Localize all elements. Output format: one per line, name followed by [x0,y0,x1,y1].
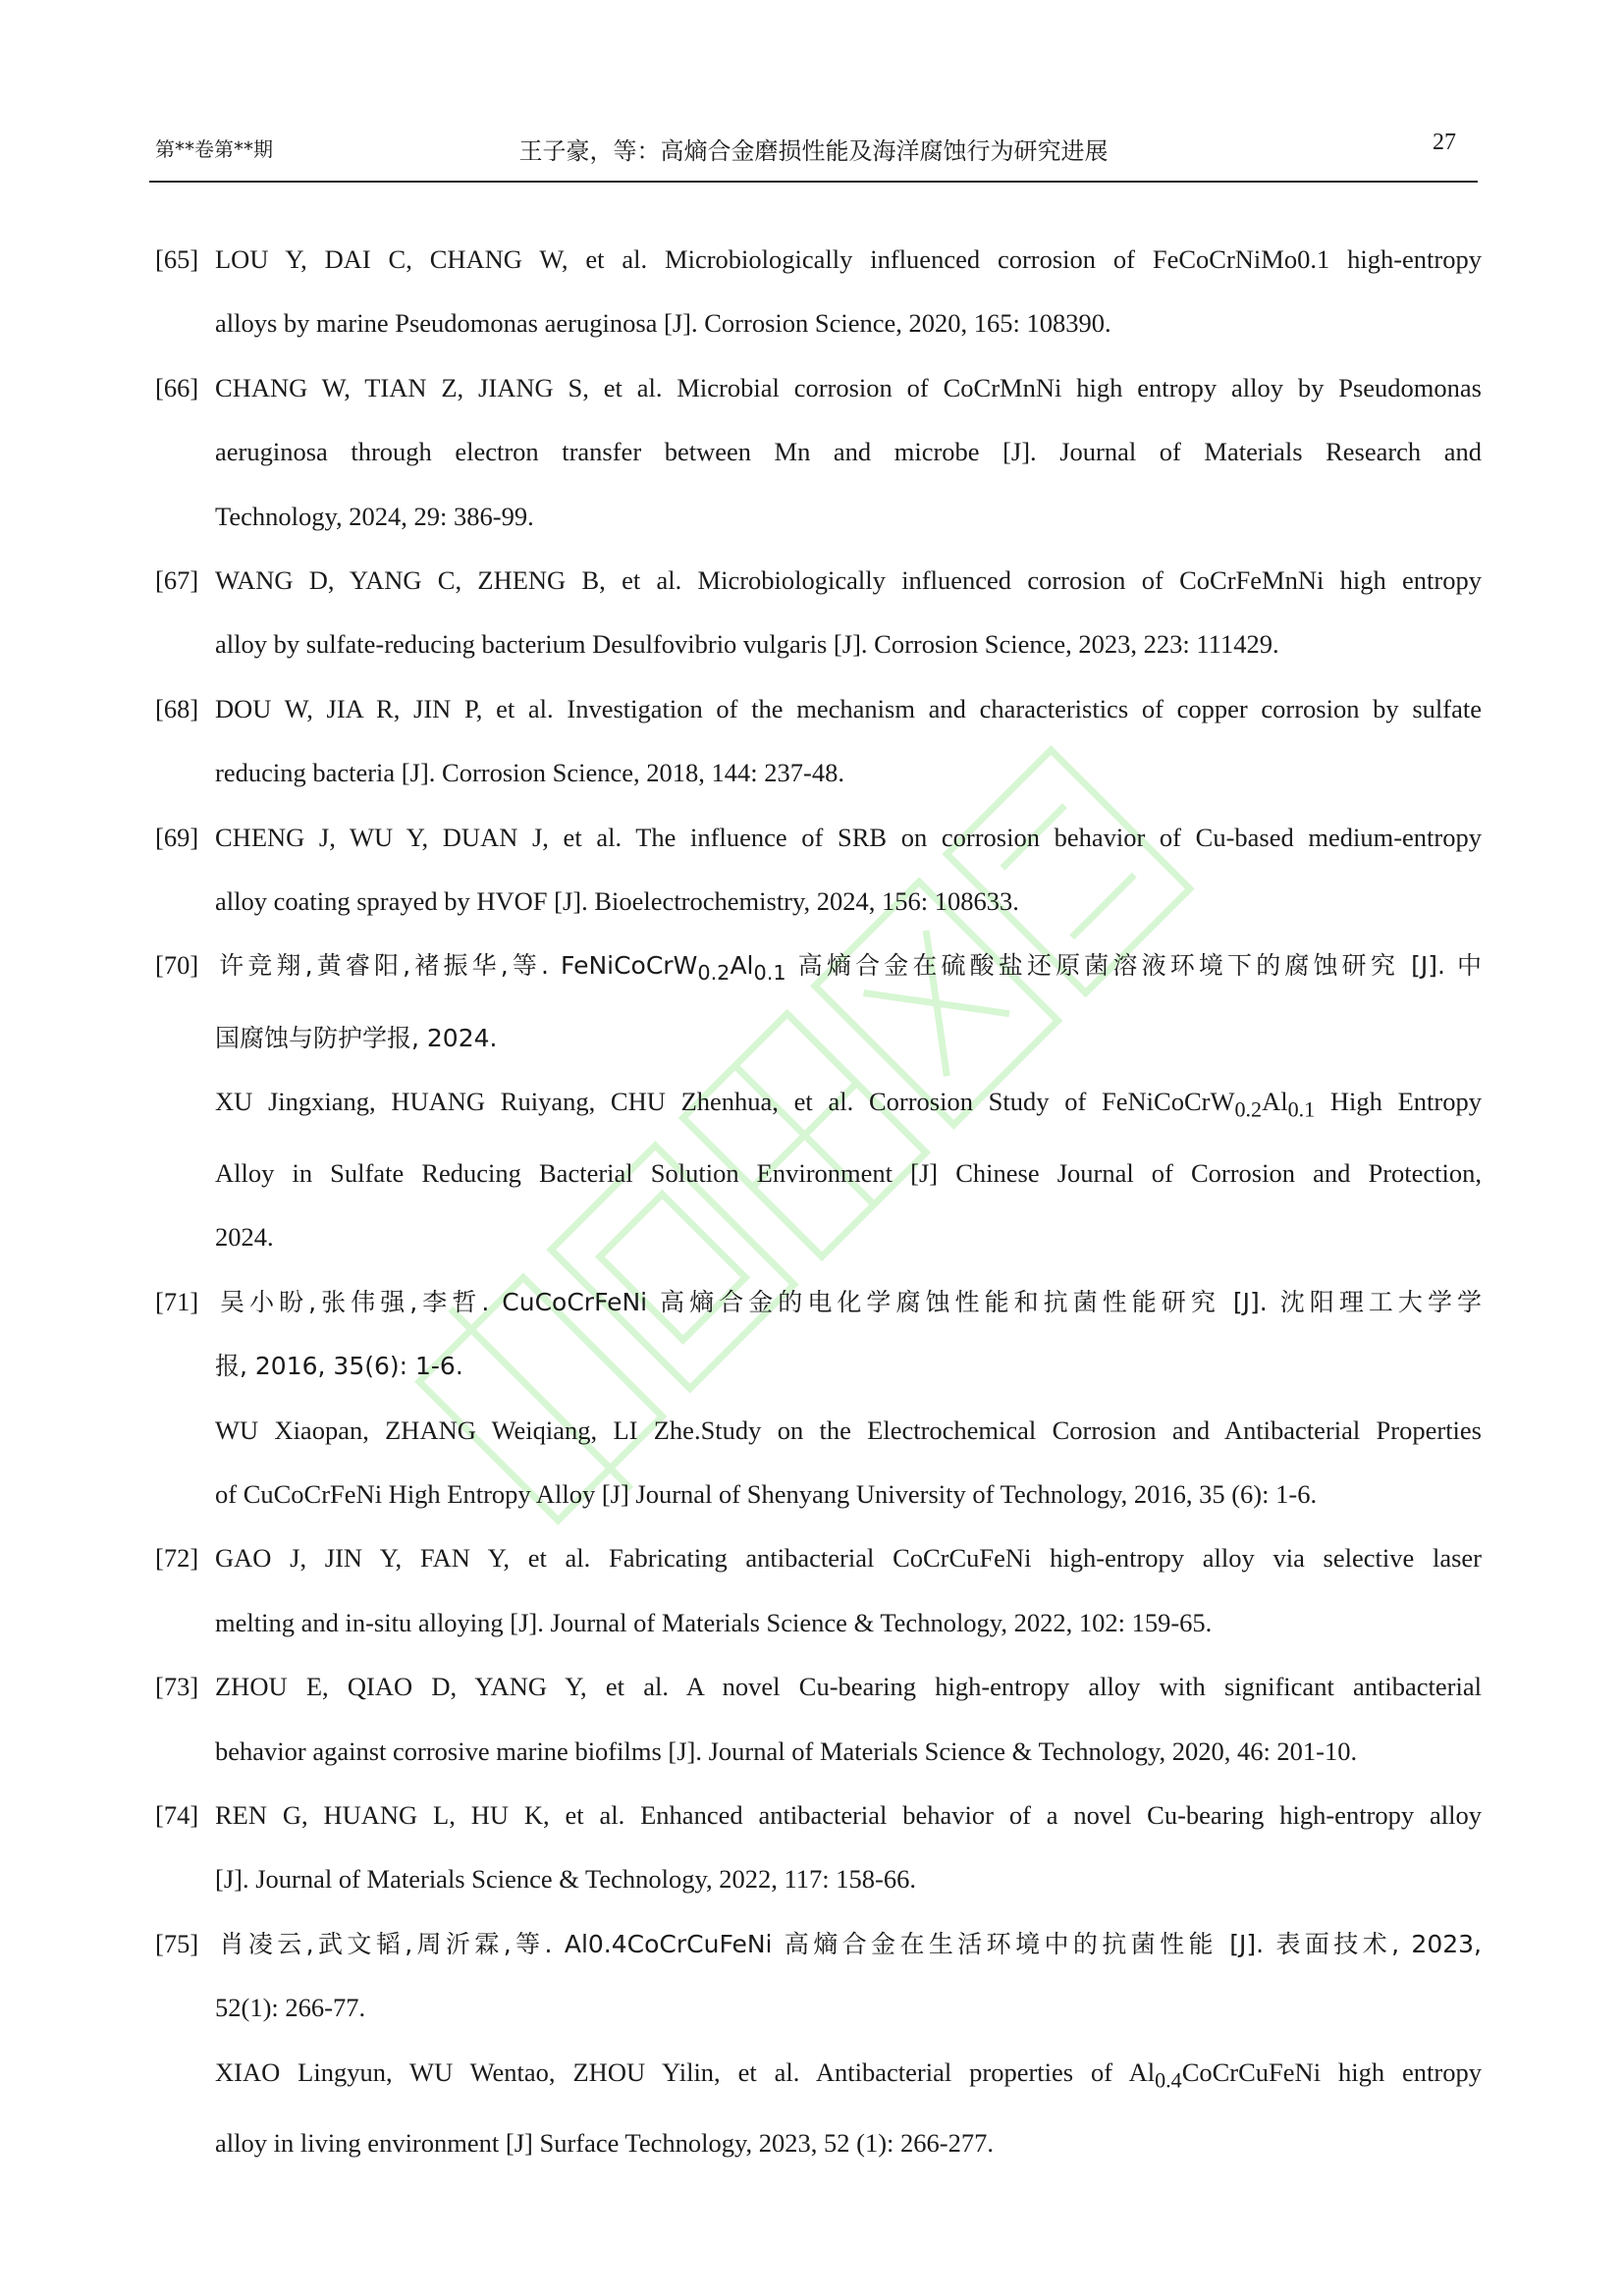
ref-number: [71] [155,1286,199,1316]
ref-text-cn: 肖凌云,武文韬,周沂霖,等. Al0.4CoCrCuFeNi 高熵合金在生活环境中的抗菌性能 [J]. 表面技术, 2023, [215,1929,1482,1958]
reference-67 [155,549,1482,677]
ref-number: [65] [155,244,199,274]
ref-text: alloys by marine Pseudomonas aeruginosa [J]. Corrosion Science, 2020, 165: 108390. [215,308,1111,339]
ref-text: WANG D, YANG C, ZHENG B, et al. Microbiologically influenced corrosion of CoCrFeMnNi high entropy [215,565,1482,596]
ref-number: [70] [155,950,199,981]
reference-71 [155,1270,1482,1527]
ref-text: LOU Y, DAI C, CHANG W, et al. Microbiologically influenced corrosion of FeCoCrNiMo0.1 high-entropy [215,244,1482,274]
reference-70 [155,934,1482,1269]
ref-text: DOU W, JIA R, JIN P, et al. Investigation of the mechanism and characteristics of copper corrosion by sulfate [215,693,1482,723]
ref-text: [J]. Journal of Materials Science & Technology, 2022, 117: 158-66. [215,1864,916,1895]
ref-number: [68] [155,693,199,723]
ref-text-en: Alloy in Sulfate Reducing Bacterial Solution Environment [J] Chinese Journal of Corrosion and Protection, [215,1157,1482,1188]
ref-text-en: XIAO Lingyun, WU Wentao, ZHOU Yilin, et al. Antibacterial properties of $Al_{0.4}CoCrCuFeNi$ high entropy [215,2056,1482,2092]
running-title: 王子豪，等：高熵合金磨损性能及海洋腐蚀行为研究进展 [518,137,1109,165]
ref-text-en: XU Jingxiang, HUANG Ruiyang, CHU Zhenhua, et al. Corrosion Study of $FeNiCoCrW_{0.2}Al_{0.1}$ High Entropy [215,1087,1482,1122]
reference-69 [155,806,1482,934]
ref-text-en: of CuCoCrFeNi High Entropy Alloy [J] Journal of Shenyang University of Technology, 2016, 35 (6): 1-6. [215,1479,1318,1510]
ref-number: [72] [155,1543,199,1574]
reference-68 [155,677,1482,806]
ref-text: 52(1): 266-77. [215,1993,366,2023]
ref-number: [75] [155,1928,199,1958]
page-number: 27 [1433,130,1456,155]
journal-issue: 第**卷第**期 [155,137,273,161]
ref-text-en: alloy in living environment [J] Surface Technology, 2023, 52 (1): 266-277. [215,2128,994,2159]
reference-72 [155,1526,1482,1655]
reference-list [155,228,1482,2176]
ref-text: behavior against corrosive marine biofilms [J]. Journal of Materials Science & Technology, 2020, 46: 201-10. [215,1735,1358,1766]
ref-text: aeruginosa through electron transfer between Mn and microbe [J]. Journal of Materials Research and [215,437,1482,467]
reference-66 [155,356,1482,549]
ref-number: [66] [155,372,199,402]
ref-text: REN G, HUANG L, HU K, et al. Enhanced antibacterial behavior of a novel Cu-bearing high-entropy alloy [215,1800,1482,1831]
running-header [149,130,1478,183]
ref-text: CHENG J, WU Y, DUAN J, et al. The influence of SRB on corrosion behavior of Cu-based medium-entropy [215,822,1482,852]
ref-text: alloy coating sprayed by HVOF [J]. Bioelectrochemistry, 2024, 156: 108633. [215,886,1019,917]
ref-text: ZHOU E, QIAO D, YANG Y, et al. A novel Cu-bearing high-entropy alloy with significant antibacterial [215,1672,1482,1702]
ref-text-cn: 国腐蚀与防护学报, 2024. [215,1023,498,1052]
ref-text: Technology, 2024, 29: 386-99. [215,501,534,531]
reference-65 [155,228,1482,356]
ref-text: alloy by sulfate-reducing bacterium Desulfovibrio vulgaris [J]. Corrosion Science, 2023, 223: 111429. [215,629,1279,660]
ref-number: [73] [155,1672,199,1702]
ref-text-en: 2024. [215,1222,274,1253]
reference-73 [155,1655,1482,1784]
ref-number: [69] [155,822,199,852]
ref-number: [67] [155,565,199,596]
reference-74 [155,1784,1482,1912]
ref-text-cn: 许竞翔,黄睿阳,褚振华,等. $FeNiCoCrW_{0.2}Al_{0.1}$ 高熵合金在硫酸盐还原菌溶液环境下的腐蚀研究 [J]. 中 [215,951,1483,986]
ref-text: melting and in-situ alloying [J]. Journal of Materials Science & Technology, 2022, 102: 159-65. [215,1607,1213,1637]
ref-text-en: WU Xiaopan, ZHANG Weiqiang, LI Zhe.Study on the Electrochemical Corrosion and Antibacterial Properties [215,1415,1482,1445]
ref-text: reducing bacteria [J]. Corrosion Science, 2018, 144: 237-48. [215,758,844,788]
ref-number: [74] [155,1800,199,1831]
reference-75 [155,1912,1482,2176]
ref-text: GAO J, JIN Y, FAN Y, et al. Fabricating antibacterial CoCrCuFeNi high-entropy alloy via selective laser [215,1543,1482,1574]
ref-text: CHANG W, TIAN Z, JIANG S, et al. Microbial corrosion of CoCrMnNi high entropy alloy by Pseudomonas [215,372,1482,402]
ref-text-cn: 吴小盼,张伟强,李哲. CuCoCrFeNi 高熵合金的电化学腐蚀性能和抗菌性能研究 [J]. 沈阳理工大学学 [215,1287,1482,1316]
ref-text-cn: 报, 2016, 35(6): 1-6. [215,1352,463,1381]
